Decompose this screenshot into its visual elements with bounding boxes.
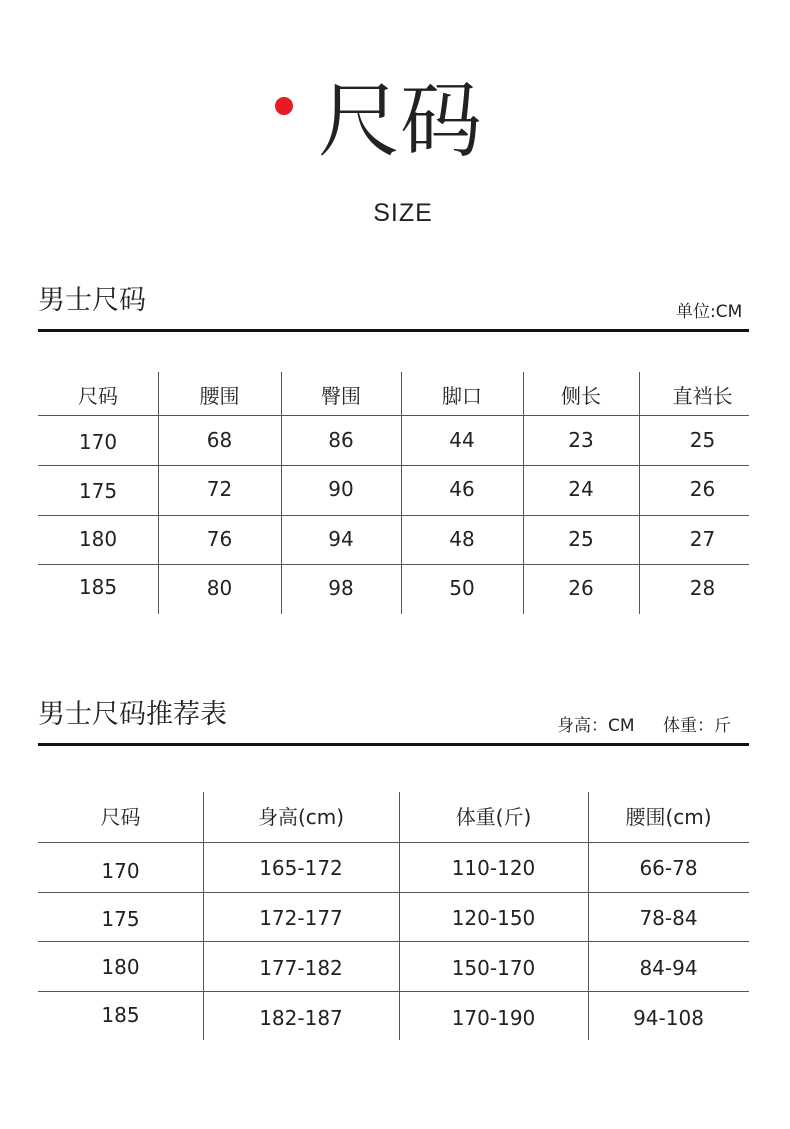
recommend-chart-weight-unit: 体重：斤	[663, 716, 731, 736]
size-chart-header-cell: 侧长	[561, 384, 601, 408]
table-cell: 76	[206, 527, 233, 551]
table-cell: 94-108	[633, 1006, 704, 1030]
table-row-divider	[38, 564, 749, 565]
recommend-chart-title: 男士尺码推荐表	[38, 699, 227, 730]
table-cell: 44	[449, 428, 475, 452]
recommend-chart-height-unit: 身高：CM	[557, 716, 635, 736]
table-cell: 23	[568, 428, 594, 452]
table-column-divider	[399, 792, 400, 1040]
table-row-divider	[38, 991, 749, 992]
table-column-divider	[639, 372, 640, 614]
table-column-divider	[588, 792, 589, 1040]
table-cell: 72	[206, 477, 233, 501]
table-row-divider	[38, 842, 749, 843]
table-cell: 46	[449, 477, 475, 501]
table-cell: 180	[101, 955, 140, 979]
table-cell: 27	[689, 527, 716, 551]
table-cell: 175	[101, 907, 140, 931]
table-row-divider	[38, 515, 749, 516]
table-row-divider	[38, 892, 749, 893]
size-chart-header-cell: 尺码	[78, 384, 118, 408]
table-cell: 150-170	[451, 956, 536, 980]
page-title: 尺码	[318, 74, 483, 169]
table-cell: 86	[328, 428, 354, 452]
table-cell: 110-120	[451, 856, 536, 880]
table-cell: 170	[78, 430, 118, 454]
table-cell: 50	[449, 576, 475, 600]
table-cell: 177-182	[259, 956, 343, 980]
size-chart-header-cell: 脚口	[442, 384, 482, 408]
table-column-divider	[523, 372, 524, 614]
table-row-divider	[38, 415, 749, 416]
table-cell: 185	[78, 575, 118, 599]
table-cell: 26	[689, 477, 716, 501]
table-cell: 185	[101, 1003, 140, 1027]
table-cell: 80	[206, 576, 233, 600]
table-row-divider	[38, 941, 749, 942]
table-column-divider	[203, 792, 204, 1040]
table-cell: 165-172	[259, 856, 343, 880]
table-cell: 182-187	[259, 1006, 343, 1030]
size-chart-header-cell: 臀围	[321, 384, 361, 408]
recommend-header-cell: 腰围(cm)	[625, 805, 712, 829]
table-cell: 170-190	[451, 1006, 536, 1030]
size-chart-title: 男士尺码	[38, 285, 146, 316]
table-column-divider	[281, 372, 282, 614]
recommend-header-cell: 尺码	[100, 805, 141, 829]
table-cell: 68	[206, 428, 233, 452]
table-cell: 84-94	[639, 956, 698, 980]
table-row-divider	[38, 465, 749, 466]
table-cell: 170	[101, 859, 140, 883]
red-dot-icon	[275, 97, 293, 115]
recommend-chart-divider	[38, 743, 749, 746]
table-cell: 24	[568, 477, 594, 501]
table-cell: 94	[328, 527, 354, 551]
size-chart-unit: 单位:CM	[676, 302, 743, 322]
table-cell: 66-78	[639, 856, 698, 880]
size-chart-divider	[38, 329, 749, 332]
table-cell: 26	[568, 576, 594, 600]
table-cell: 180	[78, 527, 118, 551]
size-chart-header-cell: 腰围	[199, 384, 240, 408]
table-column-divider	[401, 372, 402, 614]
table-cell: 48	[449, 527, 475, 551]
recommend-header-cell: 身高(cm)	[257, 805, 345, 829]
page-subtitle: SIZE	[373, 199, 433, 227]
table-cell: 25	[568, 527, 594, 551]
table-cell: 28	[689, 576, 716, 600]
size-chart-header-cell: 直裆长	[672, 384, 733, 408]
table-cell: 25	[689, 428, 716, 452]
table-cell: 98	[328, 576, 354, 600]
table-cell: 78-84	[639, 906, 698, 930]
table-cell: 120-150	[451, 906, 536, 930]
table-cell: 175	[78, 479, 118, 503]
table-column-divider	[158, 372, 159, 614]
table-cell: 172-177	[259, 906, 343, 930]
recommend-header-cell: 体重(斤)	[455, 805, 532, 829]
table-cell: 90	[328, 477, 354, 501]
